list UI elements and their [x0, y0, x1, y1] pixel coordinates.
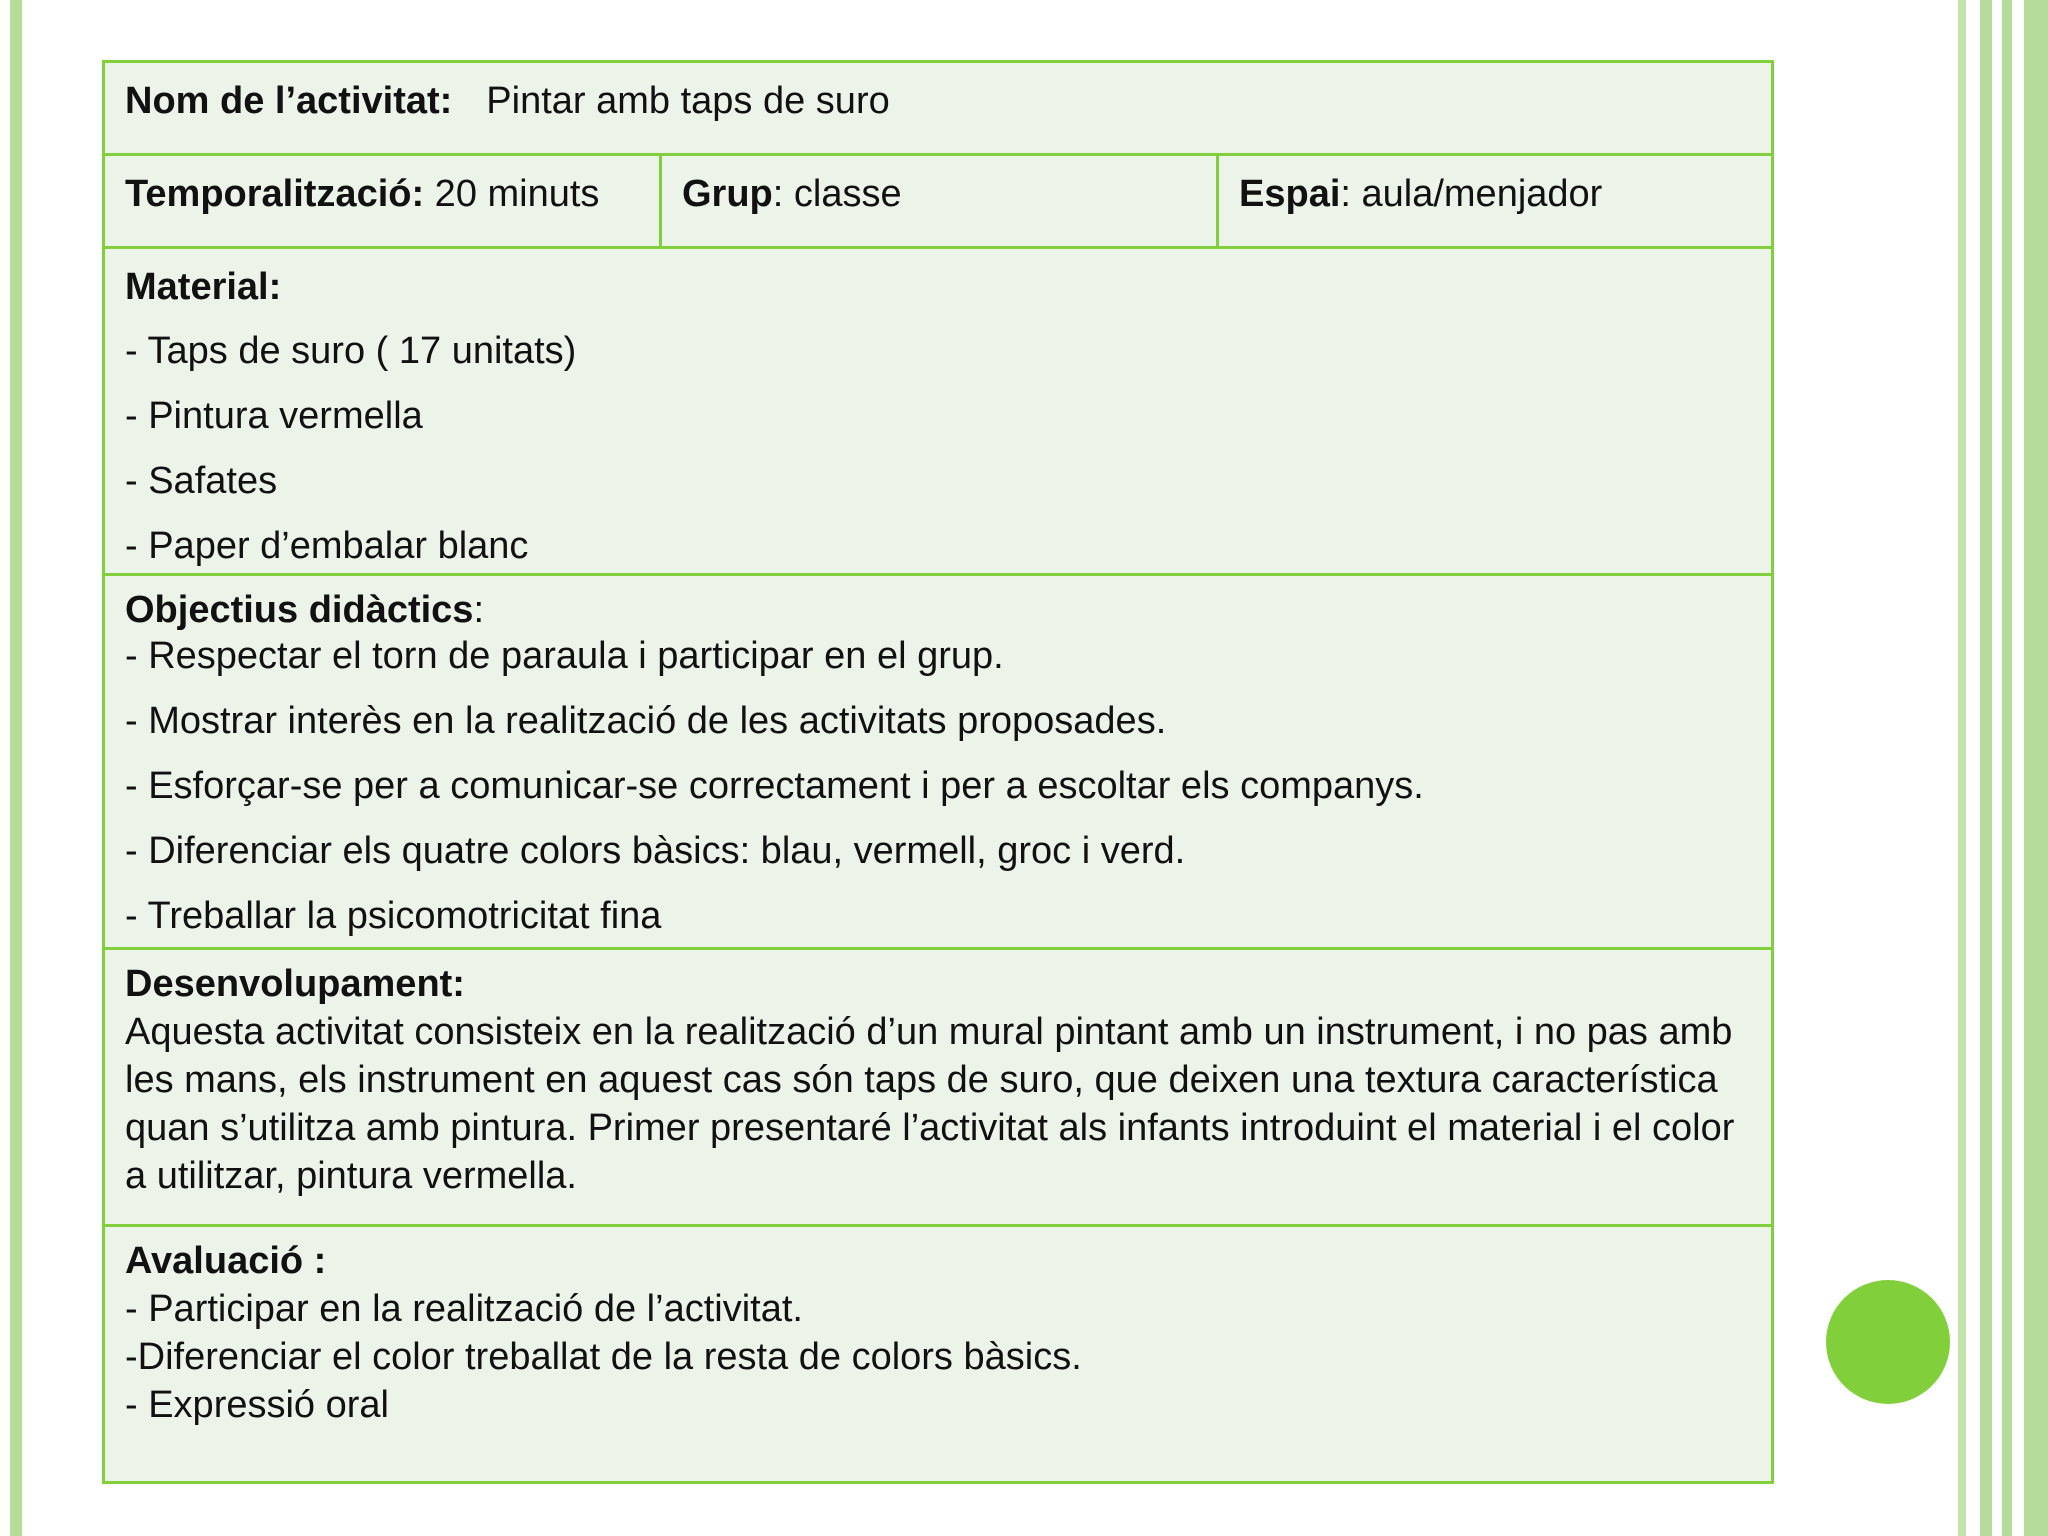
- list-item: - Safates: [125, 460, 278, 502]
- evaluation-heading: Avaluació :: [125, 1240, 327, 1282]
- activity-name-row: [105, 63, 1771, 156]
- duration-value: 20 minuts: [424, 173, 600, 215]
- list-item: - Respectar el torn de paraula i participar en el grup.: [125, 635, 1004, 677]
- material-section: [105, 249, 1771, 576]
- list-item: - Treballar la psicomotricitat fina: [125, 895, 662, 937]
- list-item: - Paper d’embalar blanc: [125, 525, 529, 567]
- material-list: [125, 329, 576, 589]
- development-text: Aquesta activitat consisteix en la realització d’un mural pintant amb un instrument, i no pas amb les mans, els instrument en aquest cas són taps de suro, que deixen una textura característica quan s’utilitza amb pintura. Primer presentaré l’activitat als infants introduint el material i el color a utilitzar, pintura vermella.: [125, 1011, 1735, 1197]
- activity-name-value: Pintar amb taps de suro: [486, 80, 890, 122]
- material-heading: Material:: [125, 266, 282, 308]
- meta-row: [105, 156, 1771, 249]
- list-item: - Mostrar interès en la realització de les activitats proposades.: [125, 700, 1167, 742]
- right-decor-stripe-1: [1958, 0, 1966, 1536]
- activity-name-line: [125, 79, 890, 123]
- right-decor-stripe-3: [2002, 0, 2012, 1536]
- group-cell: [662, 156, 1219, 246]
- list-item: - Participar en la realització de l’activitat.: [125, 1288, 803, 1330]
- evaluation-list: [125, 1285, 1082, 1429]
- group-label: Grup: [682, 173, 773, 215]
- development-section: [105, 950, 1771, 1227]
- space-label: Espai: [1239, 173, 1341, 215]
- evaluation-section: [105, 1227, 1771, 1484]
- duration-label: Temporalització:: [125, 173, 425, 215]
- decor-circle: [1826, 1280, 1950, 1404]
- objectives-heading: Objectius didàctics:: [125, 589, 485, 631]
- space-value: : aula/menjador: [1340, 173, 1603, 215]
- objectives-list: [125, 634, 1424, 959]
- activity-name-label: Nom de l’activitat:: [125, 80, 453, 122]
- objectives-section: [105, 576, 1771, 950]
- right-decor-stripe-4: [2024, 0, 2048, 1536]
- development-heading: Desenvolupament:: [125, 963, 465, 1005]
- list-item: - Diferenciar els quatre colors bàsics: blau, vermell, groc i verd.: [125, 830, 1186, 872]
- list-item: -Diferenciar el color treballat de la resta de colors bàsics.: [125, 1336, 1082, 1378]
- activity-table: [102, 60, 1774, 1484]
- space-cell: [1219, 156, 1771, 246]
- list-item: - Pintura vermella: [125, 395, 423, 437]
- group-value: : classe: [772, 173, 902, 215]
- left-decor-stripe: [10, 0, 22, 1536]
- duration-cell: [105, 156, 662, 246]
- list-item: - Expressió oral: [125, 1384, 389, 1426]
- list-item: - Esforçar-se per a comunicar-se correctament i per a escoltar els companys.: [125, 765, 1424, 807]
- right-decor-stripe-2: [1980, 0, 1992, 1536]
- list-item: - Taps de suro ( 17 unitats): [125, 330, 577, 372]
